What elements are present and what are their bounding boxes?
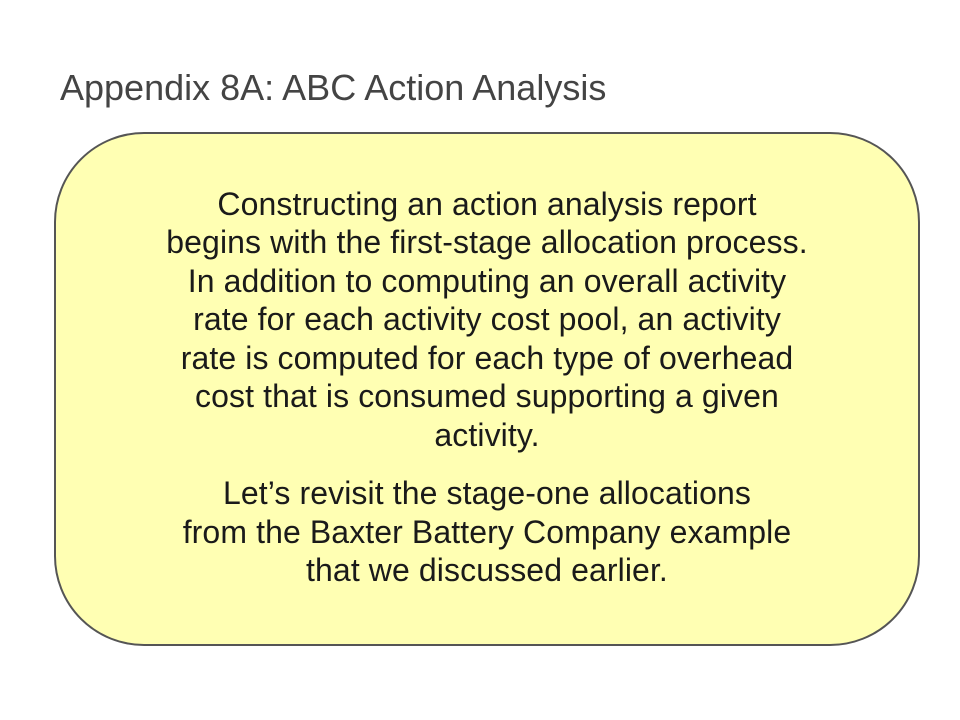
text-line: begins with the first-stage allocation process. [166,224,808,260]
text-line: rate is computed for each type of overhead [180,339,794,376]
slide-title: Appendix 8A: ABC Action Analysis [60,67,607,108]
text-line: cost that is consumed supporting a given [195,378,779,414]
text-line: Let’s revisit the stage-one allocations [222,475,752,511]
text-line: In addition to computing an overall activity [187,262,787,299]
callout-paragraph-revisit [183,474,792,590]
text-line: rate for each activity cost pool, an activity [193,301,781,337]
callout-paragraph-intro [166,185,807,455]
text-line: that we discussed earlier. [306,552,668,588]
text-line: Constructing an action analysis report [217,185,757,222]
callout-box [54,132,920,646]
text-line: from the Baxter Battery Company example [182,513,792,550]
text-line: activity. [434,416,540,453]
